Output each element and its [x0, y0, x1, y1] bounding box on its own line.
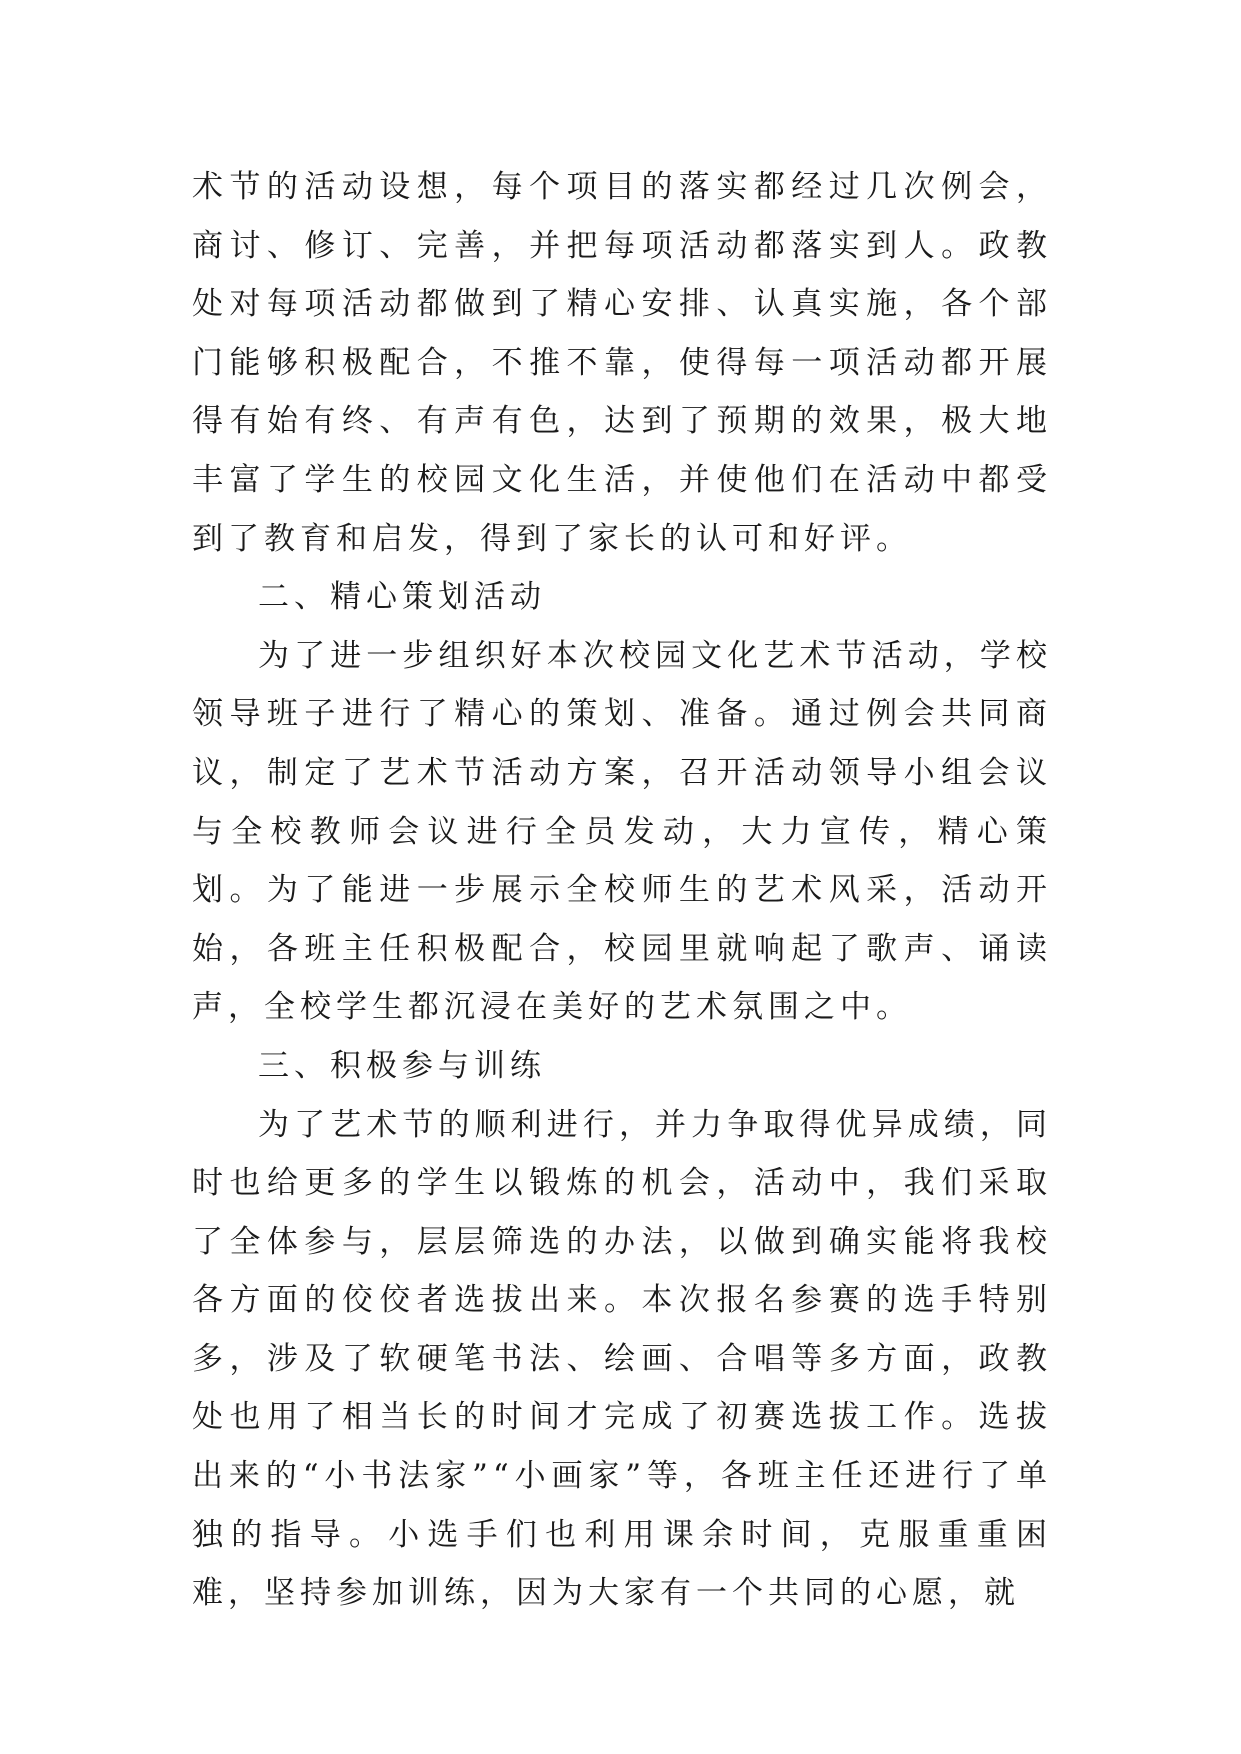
document-body: [192, 158, 1052, 1623]
section-heading-3: 三、积极参与训练: [258, 1047, 546, 1084]
paragraph-continuation: 术节的活动设想，每个项目的落实都经过几次例会，商讨、修订、完善，并把每项活动都落实到人。政教处对每项活动都做到了精心安排、认真实施，各个部门能够积极配合，不推不靠，使得每一项活动都开展得有始有终、有声有色，达到了预期的效果，极大地丰富了学生的校园文化生活，并使他们在活动中都受到了教育和启发，得到了家长的认可和好评。: [192, 169, 1052, 557]
paragraph-training: 为了艺术节的顺利进行，并力争取得优异成绩，同时也给更多的学生以锻炼的机会，活动中，我们采取了全体参与，层层筛选的办法，以做到确实能将我校各方面的佼佼者选拔出来。本次报名参赛的选手特别多，涉及了软硬笔书法、绘画、合唱等多方面，政教处也用了相当长的时间才完成了初赛选拔工作。选拔出来的“小书法家”“小画家”等，各班主任还进行了单独的指导。小选手们也利用课余时间，克服重重困难，坚持参加训练，因为大家有一个共同的心愿，就: [192, 1106, 1052, 1612]
section-heading-2: 二、精心策划活动: [258, 579, 546, 616]
paragraph-planning: 为了进一步组织好本次校园文化艺术节活动，学校领导班子进行了精心的策划、准备。通过例会共同商议，制定了艺术节活动方案，召开活动领导小组会议与全校教师会议进行全员发动，大力宣传，精心策划。为了能进一步展示全校师生的艺术风采，活动开始，各班主任积极配合，校园里就响起了歌声、诵读声，全校学生都沉浸在美好的艺术氛围之中。: [192, 637, 1052, 1026]
